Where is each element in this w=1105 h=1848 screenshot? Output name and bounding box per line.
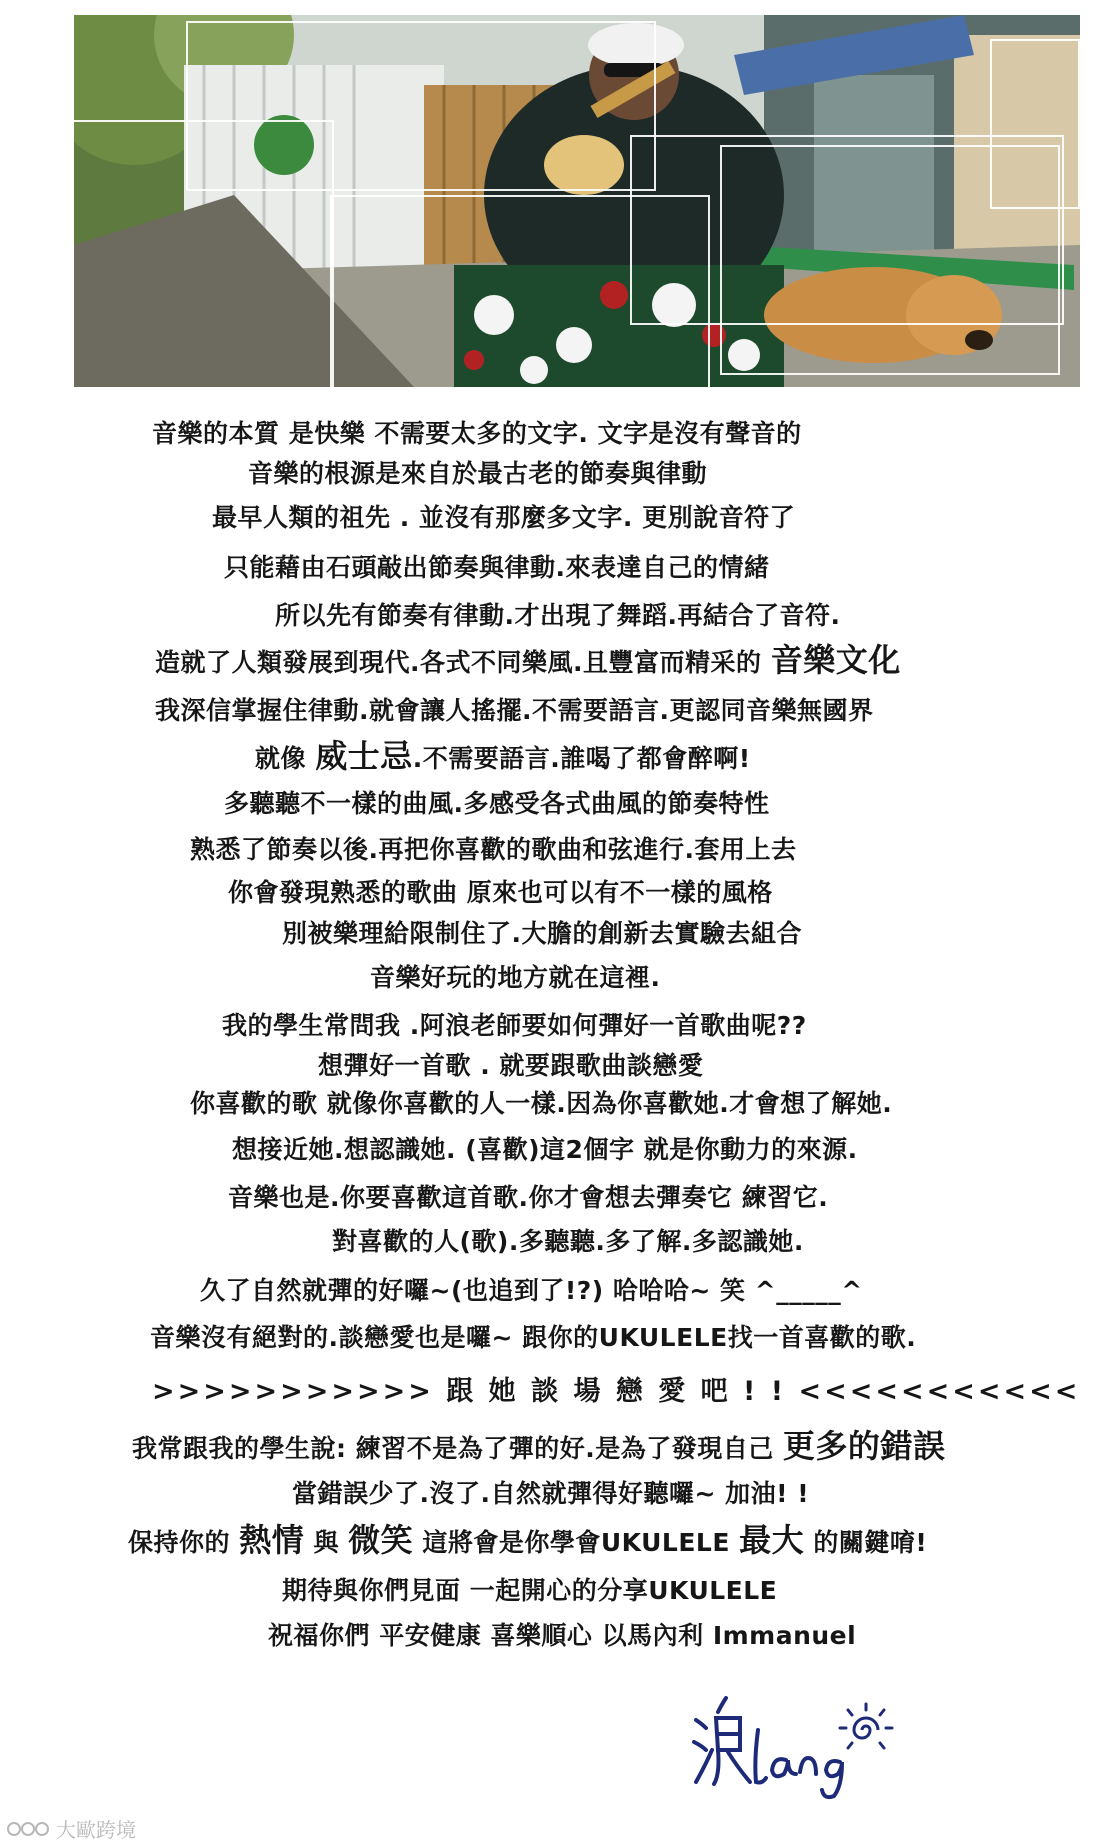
text-line-23 <box>132 1427 946 1465</box>
text-line-7: 我深信掌握住律動.就會讓人搖擺.不需要語言.更認同音樂無國界 <box>155 696 874 725</box>
text-line-18: 音樂也是.你要喜歡這首歌.你才會想去彈奏它 練習它. <box>228 1183 829 1212</box>
text-line-24: 當錯誤少了.沒了.自然就彈得好聽囉~ 加油! ! <box>292 1479 810 1508</box>
text-line-25-d: 的關鍵唷! <box>804 1528 928 1557</box>
text-line-16: 你喜歡的歌 就像你喜歡的人一樣.因為你喜歡她.才會想了解她. <box>190 1089 893 1118</box>
text-line-10: 熟悉了節奏以後.再把你喜歡的歌曲和弦進行.套用上去 <box>190 835 797 864</box>
text-line-27: 祝福你們 平安健康 喜樂順心 以馬內利 Immanuel <box>268 1621 857 1650</box>
text-line-13: 音樂好玩的地方就在這裡. <box>370 963 661 992</box>
text-line-6 <box>155 641 901 679</box>
signature-logo <box>688 1690 908 1800</box>
text-line-25 <box>128 1521 928 1559</box>
photo-frame-5 <box>990 39 1080 209</box>
photo-frame-6 <box>330 195 710 387</box>
watermark-logo-icon <box>6 1818 50 1840</box>
text-line-25-c: 這將會是你學會UKULELE <box>413 1528 740 1557</box>
text-line-21: 音樂沒有絕對的.談戀愛也是囉~ 跟你的UKULELE找一首喜歡的歌. <box>150 1323 917 1352</box>
text-line-9: 多聽聽不一樣的曲風.多感受各式曲風的節奏特性 <box>224 789 770 818</box>
text-line-15: 想彈好一首歌 . 就要跟歌曲談戀愛 <box>318 1051 704 1080</box>
text-line-20: 久了自然就彈的好囉~(也追到了!?) 哈哈哈~ 笑 ^_____^ <box>200 1276 863 1305</box>
text-line-4: 只能藉由石頭敲出節奏與律動.來表達自己的情緒 <box>224 553 770 582</box>
text-line-3: 最早人類的祖先 . 並沒有那麼多文字. 更別說音符了 <box>212 503 796 532</box>
photo-frame-2 <box>74 120 334 387</box>
text-line-8-a: 就像 <box>255 744 316 773</box>
text-line-8-emphasis: 威士忌 <box>315 737 413 775</box>
text-line-12: 別被樂理給限制住了.大膽的創新去實驗去組合 <box>282 919 802 948</box>
text-line-8 <box>255 737 751 775</box>
text-line-25-emphasis-2: 微笑 <box>348 1521 414 1559</box>
text-line-1: 音樂的本質 是快樂 不需要太多的文字. 文字是沒有聲音的 <box>152 419 802 448</box>
text-line-23-emphasis: 更多的錯誤 <box>782 1427 946 1465</box>
header-photo <box>74 15 1080 387</box>
watermark <box>6 1814 136 1843</box>
text-line-6-a: 造就了人類發展到現代.各式不同樂風.且豐富而精采的 <box>155 648 771 677</box>
text-line-23-a: 我常跟我的學生說: 練習不是為了彈的好.是為了發現自己 <box>132 1434 783 1463</box>
text-line-8-b: .不需要語言.誰喝了都會醉啊! <box>412 744 751 773</box>
text-line-6-emphasis: 音樂文化 <box>770 641 901 679</box>
text-line-2: 音樂的根源是來自於最古老的節奏與律動 <box>248 459 708 488</box>
text-line-26: 期待與你們見面 一起開心的分享UKULELE <box>282 1576 778 1605</box>
text-line-25-emphasis-1: 熱情 <box>239 1521 305 1559</box>
watermark-text: 大歐跨境 <box>56 1820 136 1842</box>
text-line-5: 所以先有節奏有律動.才出現了舞蹈.再結合了音符. <box>275 601 841 630</box>
text-line-25-b: 與 <box>304 1528 349 1557</box>
text-line-11: 你會發現熟悉的歌曲 原來也可以有不一樣的風格 <box>228 878 773 907</box>
text-line-19: 對喜歡的人(歌).多聽聽.多了解.多認識她. <box>332 1227 804 1256</box>
text-line-14: 我的學生常問我 .阿浪老師要如何彈好一首歌曲呢?? <box>222 1011 807 1040</box>
text-line-17: 想接近她.想認識她. (喜歡)這2個字 就是你動力的來源. <box>232 1135 858 1164</box>
text-line-25-emphasis-3: 最大 <box>739 1521 805 1559</box>
text-line-25-a: 保持你的 <box>128 1528 240 1557</box>
text-line-22: >>>>>>>>>>> 跟 她 談 場 戀 愛 吧 ! ! <<<<<<<<<<< <box>152 1376 1081 1407</box>
